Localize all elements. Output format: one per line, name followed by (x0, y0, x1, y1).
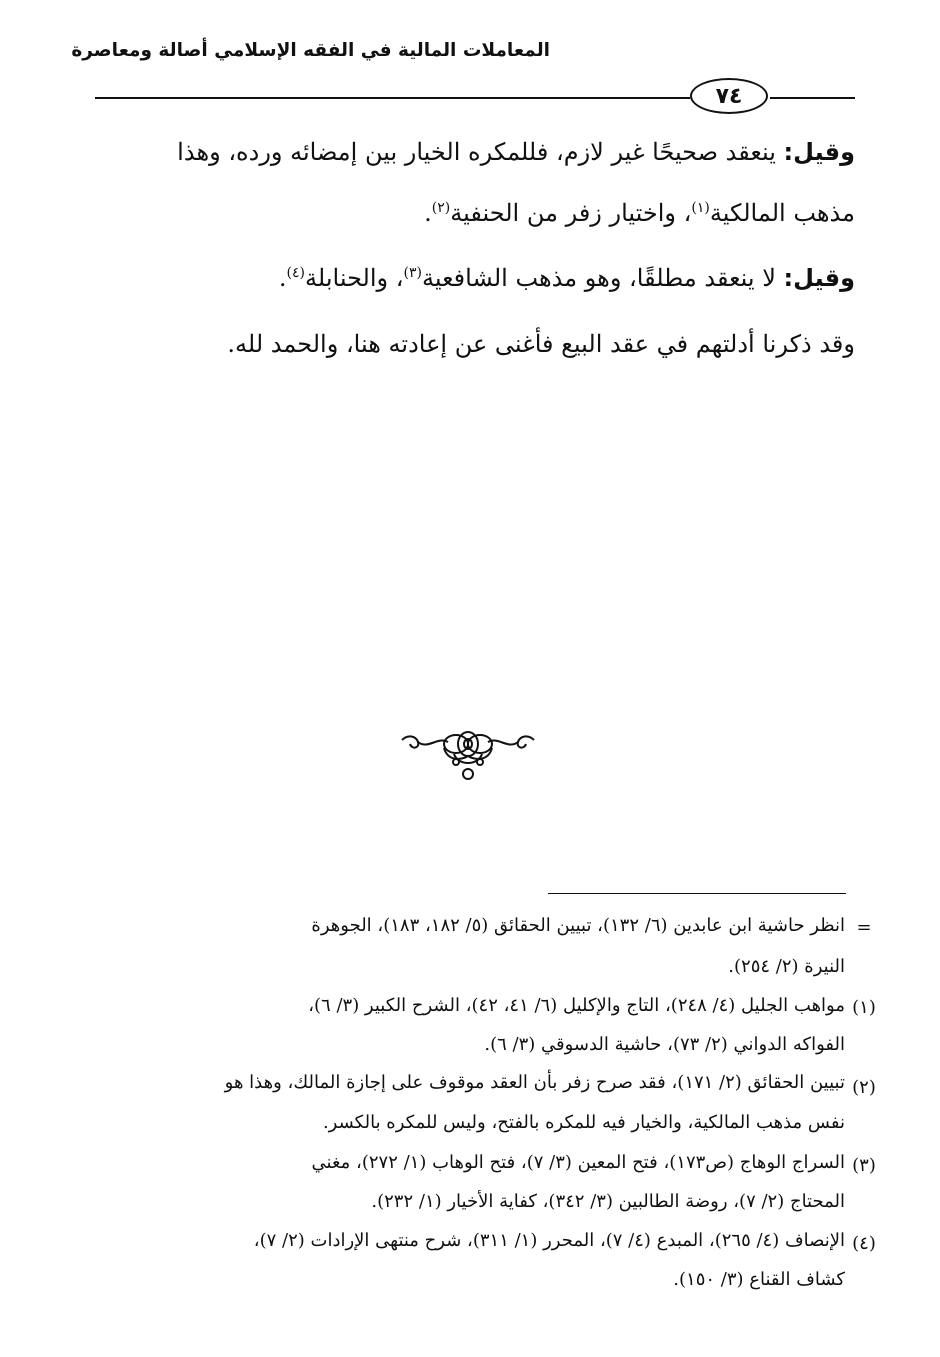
footnote-separator (548, 893, 846, 894)
footnote-3-line-2: المحتاج (٢/ ٧)، روضة الطالبين (٣/ ٣٤٢)، كفاية الأخيار (١/ ٢٣٢). (371, 1191, 845, 1212)
footnote-4-line-2: كشاف القناع (٣/ ١٥٠). (673, 1269, 845, 1290)
footnote-marker-1: (١) (852, 997, 876, 1018)
footnote-1-line-2: الفواكه الدواني (٢/ ٧٣)، حاشية الدسوقي (٣/ ٦). (484, 1034, 845, 1055)
body-paragraph-1-line-1 (177, 137, 855, 167)
paragraph-lead-word: وقيل: (783, 264, 855, 292)
paragraph-end: . (424, 199, 432, 227)
header-rule (770, 97, 855, 99)
footnote-2-line-1: تبيين الحقائق (٢/ ١٧١)، فقد صرح زفر بأن العقد موقوف على إجازة المالك، وهذا هو (224, 1072, 845, 1093)
footnote-ref-2[interactable]: (٢) (431, 200, 451, 216)
body-paragraph-3: وقد ذكرنا أدلتهم في عقد البيع فأغنى عن إعادته هنا، والحمد لله. (227, 330, 855, 358)
header-rule (95, 97, 690, 99)
footnote-ref-1[interactable]: (١) (691, 200, 710, 216)
footnote-2-line-2: نفس مذهب المالكية، والخيار فيه للمكره بالفتح، وليس للمكره بالكسر. (322, 1112, 845, 1133)
paragraph-text: ، واختيار زفر من الحنفية (450, 199, 692, 227)
page-number: ٧٤ (715, 83, 743, 109)
running-header-title: المعاملات المالية في الفقه الإسلامي أصالة ومعاصرة (71, 40, 550, 61)
footnote-1-line-1: مواهب الجليل (٤/ ٢٤٨)، التاج والإكليل (٦/ ٤١، ٤٢)، الشرح الكبير (٣/ ٦)، (308, 995, 845, 1016)
paragraph-text: لا ينعقد مطلقًا، وهو مذهب الشافعية (421, 264, 784, 292)
paragraph-end: . (278, 264, 287, 292)
footnote-marker-2: (٢) (852, 1077, 876, 1098)
footnote-4-line-1: الإنصاف (٤/ ٢٦٥)، المبدع (٤/ ٧)، المحرر (١/ ٣١١)، شرح منتهى الإرادات (٢/ ٧)، (253, 1230, 845, 1251)
paragraph-text: ، والحنابلة (305, 264, 404, 292)
page-number-badge (690, 78, 768, 114)
footnote-continuation-marker: = (856, 917, 872, 938)
footnote-continuation-line-1: انظر حاشية ابن عابدين (٦/ ١٣٢)، تبيين الحقائق (٥/ ١٨٢، ١٨٣)، الجوهرة (311, 915, 845, 936)
body-paragraph-2 (279, 263, 855, 293)
paragraph-text: مذهب المالكية (709, 199, 855, 227)
arabesque-divider-icon (398, 726, 538, 782)
paragraph-text: ينعقد صحيحًا غير لازم، فللمكره الخيار بين إمضائه ورده، وهذا (177, 138, 784, 166)
footnote-ref-4[interactable]: (٤) (286, 265, 306, 281)
footnote-ref-3[interactable]: (٣) (403, 265, 422, 281)
footnote-marker-4: (٤) (852, 1233, 876, 1254)
paragraph-lead-word: وقيل: (783, 138, 855, 166)
body-paragraph-1-line-2 (424, 198, 855, 228)
footnote-continuation-line-2: النيرة (٢/ ٢٥٤). (728, 956, 845, 977)
footnote-marker-3: (٣) (852, 1155, 876, 1176)
footnote-3-line-1: السراج الوهاج (ص١٧٣)، فتح المعين (٣/ ٧)، فتح الوهاب (١/ ٢٧٢)، مغني (311, 1152, 845, 1173)
